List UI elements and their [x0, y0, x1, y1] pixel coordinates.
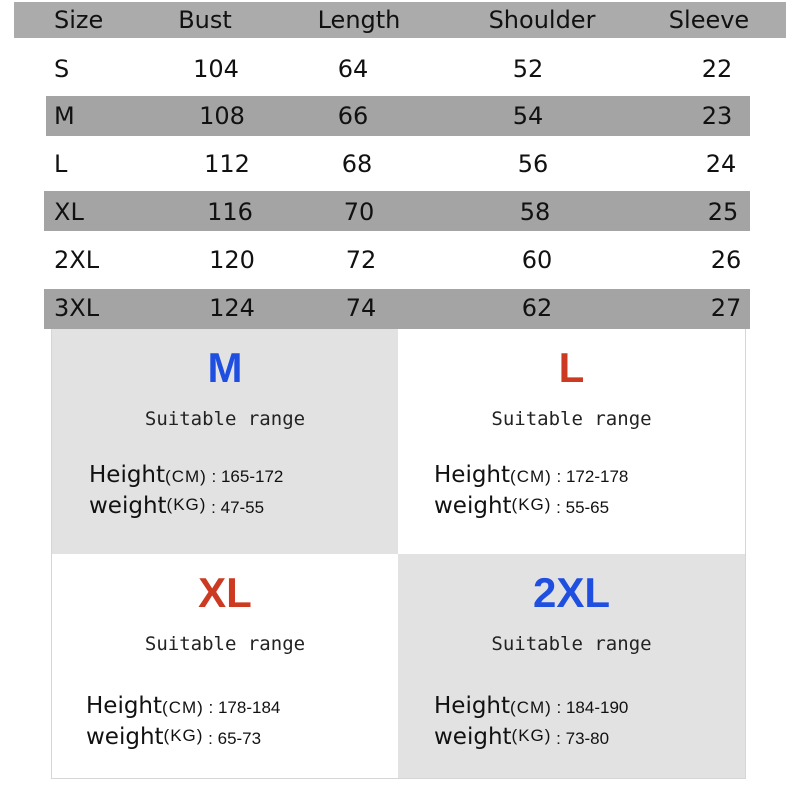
height-spec	[89, 460, 283, 492]
size-title: L	[558, 344, 585, 391]
table-cell: 64	[337, 55, 369, 83]
separator: :	[203, 698, 218, 717]
height-value: 184-190	[565, 698, 629, 717]
table-cell: 68	[341, 150, 373, 178]
size-title: 2XL	[532, 569, 611, 616]
table-cell: L	[54, 150, 68, 178]
table-row-band-3xl	[44, 289, 750, 329]
weight-label: weight	[86, 724, 164, 750]
separator: :	[206, 498, 221, 517]
height-unit: (CM)	[510, 467, 552, 486]
table-cell: 60	[521, 246, 553, 274]
separator: :	[551, 698, 566, 717]
table-cell: 23	[701, 102, 733, 130]
height-value: 165-172	[220, 467, 284, 486]
height-value: 172-178	[565, 467, 629, 486]
range-card-2xl	[398, 554, 746, 779]
table-cell: 72	[345, 246, 377, 274]
range-card-l	[398, 329, 746, 554]
header-length: Length	[317, 6, 401, 34]
table-cell: 54	[512, 102, 544, 130]
weight-spec	[434, 722, 609, 754]
size-title: XL	[198, 569, 252, 616]
height-label: Height	[434, 693, 511, 719]
height-unit: (CM)	[165, 467, 207, 486]
weight-label: weight	[434, 724, 512, 750]
table-cell: 24	[705, 150, 737, 178]
height-label: Height	[86, 693, 163, 719]
suitable-range-label: Suitable range	[144, 633, 306, 655]
table-cell: XL	[54, 198, 84, 226]
table-row-band-xl	[44, 191, 750, 231]
table-cell: 2XL	[54, 246, 100, 274]
height-unit: (CM)	[510, 698, 552, 717]
table-cell: 26	[710, 246, 742, 274]
table-cell: 58	[519, 198, 551, 226]
suitable-range-label: Suitable range	[491, 408, 652, 430]
header-sleeve: Sleeve	[668, 6, 750, 34]
table-cell: 70	[343, 198, 375, 226]
height-value: 178-184	[217, 698, 281, 717]
table-cell: 52	[512, 55, 544, 83]
table-row-band-m	[46, 96, 750, 136]
height-label: Height	[89, 462, 166, 488]
table-cell: S	[54, 55, 70, 83]
height-label: Height	[434, 462, 511, 488]
height-spec	[434, 691, 628, 723]
table-cell: 27	[710, 294, 742, 322]
table-cell: 22	[701, 55, 733, 83]
table-cell: 108	[199, 102, 245, 130]
height-unit: (CM)	[162, 698, 204, 717]
weight-spec	[86, 722, 261, 754]
table-cell: 116	[207, 198, 253, 226]
weight-label: weight	[89, 493, 167, 519]
header-shoulder: Shoulder	[488, 6, 596, 34]
table-cell: 112	[204, 150, 250, 178]
table-cell: 3XL	[54, 294, 100, 322]
weight-unit: (KG)	[166, 495, 207, 514]
header-size: Size	[54, 6, 104, 34]
weight-value: 73-80	[565, 729, 610, 748]
weight-value: 65-73	[217, 729, 262, 748]
weight-unit: (KG)	[511, 726, 552, 745]
header-bust: Bust	[178, 6, 232, 34]
weight-value: 47-55	[220, 498, 265, 517]
table-cell: 62	[521, 294, 553, 322]
table-cell: 124	[209, 294, 255, 322]
height-spec	[434, 460, 628, 492]
weight-unit: (KG)	[511, 495, 552, 514]
separator: :	[551, 729, 566, 748]
range-card-xl	[51, 554, 398, 779]
table-cell: 120	[209, 246, 255, 274]
weight-label: weight	[434, 493, 512, 519]
size-title: M	[207, 344, 243, 391]
table-cell: 66	[337, 102, 369, 130]
weight-spec	[89, 491, 264, 523]
separator: :	[551, 498, 566, 517]
table-cell: 74	[345, 294, 377, 322]
weight-value: 55-65	[565, 498, 610, 517]
suitable-range-label: Suitable range	[491, 633, 652, 655]
table-cell: 25	[707, 198, 739, 226]
suitable-range-label: Suitable range	[144, 408, 306, 430]
separator: :	[203, 729, 218, 748]
weight-unit: (KG)	[163, 726, 204, 745]
height-spec	[86, 691, 280, 723]
separator: :	[206, 467, 221, 486]
weight-spec	[434, 491, 609, 523]
separator: :	[551, 467, 566, 486]
table-cell: M	[54, 102, 75, 130]
table-cell: 56	[517, 150, 549, 178]
table-cell: 104	[193, 55, 239, 83]
range-card-m	[51, 329, 398, 554]
